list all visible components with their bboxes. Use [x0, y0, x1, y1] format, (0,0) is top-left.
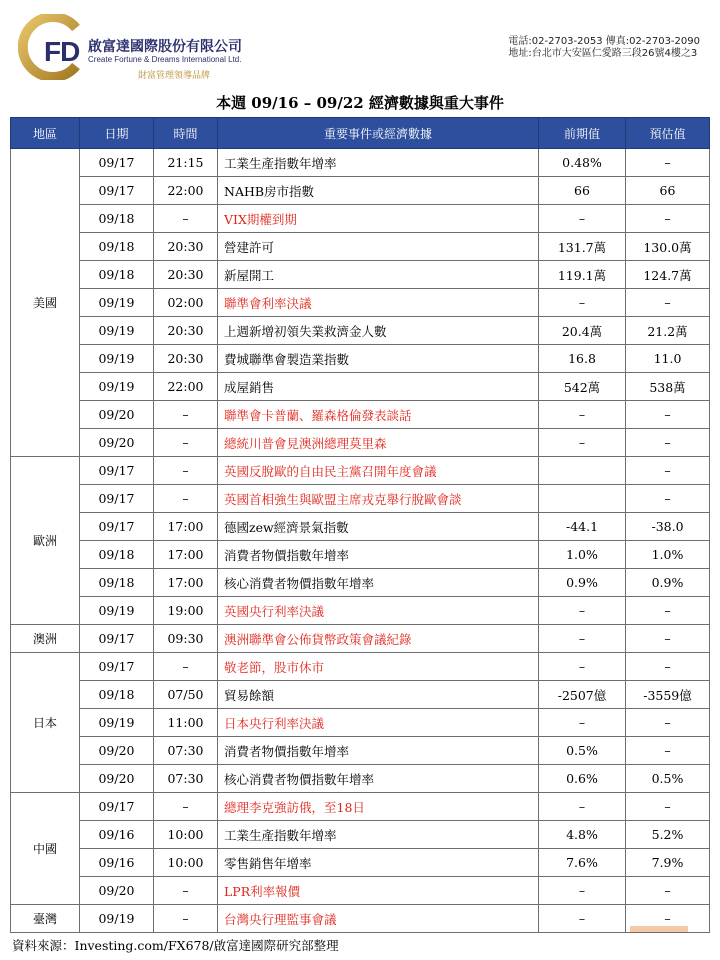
event-cell: 消費者物價指數年增率 — [218, 541, 539, 569]
forecast-value-cell: – — [626, 289, 710, 317]
date-cell: 09/17 — [80, 457, 154, 485]
previous-value-cell: 16.8 — [539, 345, 626, 373]
date-cell: 09/17 — [80, 625, 154, 653]
table-row — [11, 149, 710, 177]
event-cell: 總理李克強訪俄，至18日 — [218, 793, 539, 821]
previous-value-cell: – — [539, 597, 626, 625]
forecast-value-cell: 124.7萬 — [626, 261, 710, 289]
forecast-value-cell: 0.5% — [626, 765, 710, 793]
event-cell: 營建許可 — [218, 233, 539, 261]
table-row — [11, 681, 710, 709]
table-row — [11, 401, 710, 429]
previous-value-cell: 1.0% — [539, 541, 626, 569]
forecast-value-cell: – — [626, 485, 710, 513]
event-cell: 核心消費者物價指數年增率 — [218, 765, 539, 793]
date-cell: 09/17 — [80, 513, 154, 541]
event-cell: 貿易餘額 — [218, 681, 539, 709]
previous-value-cell: – — [539, 905, 626, 933]
previous-value-cell: -44.1 — [539, 513, 626, 541]
date-cell: 09/16 — [80, 821, 154, 849]
table-row — [11, 737, 710, 765]
table-row — [11, 177, 710, 205]
contact-info — [508, 36, 700, 60]
event-cell: 聯準會卡普蘭、羅森格倫發表談話 — [218, 401, 539, 429]
time-cell: – — [154, 905, 218, 933]
time-cell: – — [154, 457, 218, 485]
time-cell: 19:00 — [154, 597, 218, 625]
time-cell: 20:30 — [154, 261, 218, 289]
date-cell: 09/17 — [80, 793, 154, 821]
header-region: 地區 — [11, 118, 80, 149]
header-event: 重要事件或經濟數據 — [218, 118, 539, 149]
region-cell: 日本 — [11, 653, 80, 793]
address-line: 地址:台北市大安區仁愛路三段26號4樓之3 — [508, 48, 698, 59]
event-cell: 英國反脫歐的自由民主黨召開年度會議 — [218, 457, 539, 485]
table-row — [11, 345, 710, 373]
previous-value-cell: – — [539, 653, 626, 681]
event-cell: 台灣央行理監事會議 — [218, 905, 539, 933]
time-cell: 07/50 — [154, 681, 218, 709]
previous-value-cell: 131.7萬 — [539, 233, 626, 261]
event-cell: 費城聯準會製造業指數 — [218, 345, 539, 373]
company-name-en: Create Fortune & Dreams International Ltd. — [88, 55, 242, 64]
forecast-value-cell: 7.9% — [626, 849, 710, 877]
forecast-value-cell: 0.9% — [626, 569, 710, 597]
table-row — [11, 261, 710, 289]
previous-value-cell: 20.4萬 — [539, 317, 626, 345]
header-forecast: 預估值 — [626, 118, 710, 149]
forecast-value-cell: – — [626, 597, 710, 625]
region-cell: 中國 — [11, 793, 80, 905]
previous-value-cell: 0.48% — [539, 149, 626, 177]
previous-value-cell: – — [539, 289, 626, 317]
time-cell: 11:00 — [154, 709, 218, 737]
date-cell: 09/20 — [80, 765, 154, 793]
previous-value-cell: -2507億 — [539, 681, 626, 709]
date-cell: 09/19 — [80, 905, 154, 933]
company-slogan: 財富管理領導品牌 — [138, 71, 211, 81]
forecast-value-cell: 66 — [626, 177, 710, 205]
time-cell: 22:00 — [154, 177, 218, 205]
source-footnote: 資料來源：Investing.com/FX678/啟富達國際研究部整理 — [12, 938, 339, 953]
date-cell: 09/19 — [80, 709, 154, 737]
date-cell: 09/18 — [80, 205, 154, 233]
forecast-value-cell: – — [626, 149, 710, 177]
header-previous: 前期值 — [539, 118, 626, 149]
date-cell: 09/20 — [80, 737, 154, 765]
table-row — [11, 429, 710, 457]
time-cell: 20:30 — [154, 317, 218, 345]
forecast-value-cell: -3559億 — [626, 681, 710, 709]
date-cell: 09/18 — [80, 261, 154, 289]
date-cell: 09/18 — [80, 233, 154, 261]
forecast-value-cell: – — [626, 625, 710, 653]
date-cell: 09/19 — [80, 345, 154, 373]
previous-value-cell: 542萬 — [539, 373, 626, 401]
date-cell: 09/19 — [80, 317, 154, 345]
time-cell: 09:30 — [154, 625, 218, 653]
previous-value-cell — [539, 457, 626, 485]
time-cell: 07:30 — [154, 765, 218, 793]
previous-value-cell: – — [539, 877, 626, 905]
table-body — [11, 149, 710, 933]
forecast-value-cell: – — [626, 877, 710, 905]
time-cell: 10:00 — [154, 821, 218, 849]
company-logo — [18, 14, 288, 84]
logo-letters: FD — [44, 36, 80, 67]
previous-value-cell: – — [539, 429, 626, 457]
table-row — [11, 233, 710, 261]
event-cell: NAHB房市指數 — [218, 177, 539, 205]
time-cell: – — [154, 429, 218, 457]
table-row — [11, 541, 710, 569]
forecast-value-cell: – — [626, 401, 710, 429]
date-cell: 09/18 — [80, 569, 154, 597]
region-cell: 臺灣 — [11, 905, 80, 933]
event-cell: 德國zew經濟景氣指數 — [218, 513, 539, 541]
previous-value-cell: 0.6% — [539, 765, 626, 793]
footer-accent-bar — [630, 926, 688, 932]
event-cell: 英國首相強生與歐盟主席戎克舉行脫歐會談 — [218, 485, 539, 513]
time-cell: 20:30 — [154, 345, 218, 373]
event-cell: 零售銷售年增率 — [218, 849, 539, 877]
forecast-value-cell: 11.0 — [626, 345, 710, 373]
page-header — [0, 0, 720, 88]
forecast-value-cell: 5.2% — [626, 821, 710, 849]
table-row — [11, 317, 710, 345]
event-cell: 敬老節，股市休市 — [218, 653, 539, 681]
event-cell: 上週新增初領失業救濟金人數 — [218, 317, 539, 345]
date-cell: 09/19 — [80, 289, 154, 317]
event-cell: 工業生產指數年增率 — [218, 149, 539, 177]
time-cell: – — [154, 205, 218, 233]
table-header-row — [11, 118, 710, 149]
date-cell: 09/18 — [80, 541, 154, 569]
forecast-value-cell: – — [626, 653, 710, 681]
time-cell: 20:30 — [154, 233, 218, 261]
time-cell: 10:00 — [154, 849, 218, 877]
table-row — [11, 793, 710, 821]
previous-value-cell: – — [539, 205, 626, 233]
forecast-value-cell: – — [626, 205, 710, 233]
event-cell: 日本央行利率決議 — [218, 709, 539, 737]
date-cell: 09/20 — [80, 429, 154, 457]
previous-value-cell: – — [539, 625, 626, 653]
time-cell: 17:00 — [154, 513, 218, 541]
header-time: 時間 — [154, 118, 218, 149]
time-cell: 21:15 — [154, 149, 218, 177]
time-cell: – — [154, 877, 218, 905]
table-row — [11, 205, 710, 233]
previous-value-cell: – — [539, 401, 626, 429]
time-cell: 07:30 — [154, 737, 218, 765]
forecast-value-cell: -38.0 — [626, 513, 710, 541]
date-cell: 09/16 — [80, 849, 154, 877]
region-cell: 歐洲 — [11, 457, 80, 625]
previous-value-cell: 4.8% — [539, 821, 626, 849]
event-cell: 聯準會利率決議 — [218, 289, 539, 317]
time-cell: 17:00 — [154, 541, 218, 569]
region-cell: 澳洲 — [11, 625, 80, 653]
event-cell: 新屋開工 — [218, 261, 539, 289]
time-cell: – — [154, 653, 218, 681]
table-row — [11, 877, 710, 905]
previous-value-cell: 7.6% — [539, 849, 626, 877]
previous-value-cell: 119.1萬 — [539, 261, 626, 289]
date-cell: 09/20 — [80, 877, 154, 905]
date-cell: 09/19 — [80, 597, 154, 625]
date-cell: 09/17 — [80, 149, 154, 177]
forecast-value-cell: 1.0% — [626, 541, 710, 569]
event-cell: 英國央行利率決議 — [218, 597, 539, 625]
time-cell: – — [154, 793, 218, 821]
forecast-value-cell: 538萬 — [626, 373, 710, 401]
table-row — [11, 289, 710, 317]
date-cell: 09/19 — [80, 373, 154, 401]
forecast-value-cell: – — [626, 793, 710, 821]
previous-value-cell: 66 — [539, 177, 626, 205]
previous-value-cell: – — [539, 793, 626, 821]
page-title: 本週 09/16 – 09/22 經濟數據與重大事件 — [216, 94, 504, 112]
event-cell: VIX期權到期 — [218, 205, 539, 233]
table-row — [11, 821, 710, 849]
date-cell: 09/17 — [80, 485, 154, 513]
forecast-value-cell: 130.0萬 — [626, 233, 710, 261]
table-row — [11, 905, 710, 933]
table-row — [11, 709, 710, 737]
region-cell: 美國 — [11, 149, 80, 457]
forecast-value-cell: – — [626, 709, 710, 737]
table-row — [11, 485, 710, 513]
phone-fax-line: 電話:02-2703-2053 傳真:02-2703-2090 — [508, 36, 700, 47]
table-row — [11, 765, 710, 793]
date-cell: 09/18 — [80, 681, 154, 709]
company-name-cn: 啟富達國際股份有限公司 — [88, 39, 242, 55]
table-row — [11, 513, 710, 541]
event-cell: 核心消費者物價指數年增率 — [218, 569, 539, 597]
time-cell: 17:00 — [154, 569, 218, 597]
date-cell: 09/17 — [80, 177, 154, 205]
event-cell: 工業生產指數年增率 — [218, 821, 539, 849]
time-cell: 02:00 — [154, 289, 218, 317]
table-row — [11, 457, 710, 485]
forecast-value-cell: – — [626, 737, 710, 765]
previous-value-cell: 0.5% — [539, 737, 626, 765]
events-table — [10, 117, 710, 933]
event-cell: 總統川普會見澳洲總理莫里森 — [218, 429, 539, 457]
time-cell: – — [154, 401, 218, 429]
event-cell: 成屋銷售 — [218, 373, 539, 401]
forecast-value-cell: – — [626, 457, 710, 485]
previous-value-cell: 0.9% — [539, 569, 626, 597]
table-row — [11, 373, 710, 401]
event-cell: 澳洲聯準會公佈貨幣政策會議紀錄 — [218, 625, 539, 653]
event-cell: 消費者物價指數年增率 — [218, 737, 539, 765]
header-date: 日期 — [80, 118, 154, 149]
date-cell: 09/20 — [80, 401, 154, 429]
table-row — [11, 569, 710, 597]
date-cell: 09/17 — [80, 653, 154, 681]
previous-value-cell — [539, 485, 626, 513]
table-row — [11, 597, 710, 625]
time-cell: – — [154, 485, 218, 513]
table-row — [11, 849, 710, 877]
forecast-value-cell: – — [626, 905, 710, 933]
forecast-value-cell: – — [626, 429, 710, 457]
event-cell: LPR利率報價 — [218, 877, 539, 905]
previous-value-cell: – — [539, 709, 626, 737]
time-cell: 22:00 — [154, 373, 218, 401]
table-row — [11, 653, 710, 681]
forecast-value-cell: 21.2萬 — [626, 317, 710, 345]
table-row — [11, 625, 710, 653]
